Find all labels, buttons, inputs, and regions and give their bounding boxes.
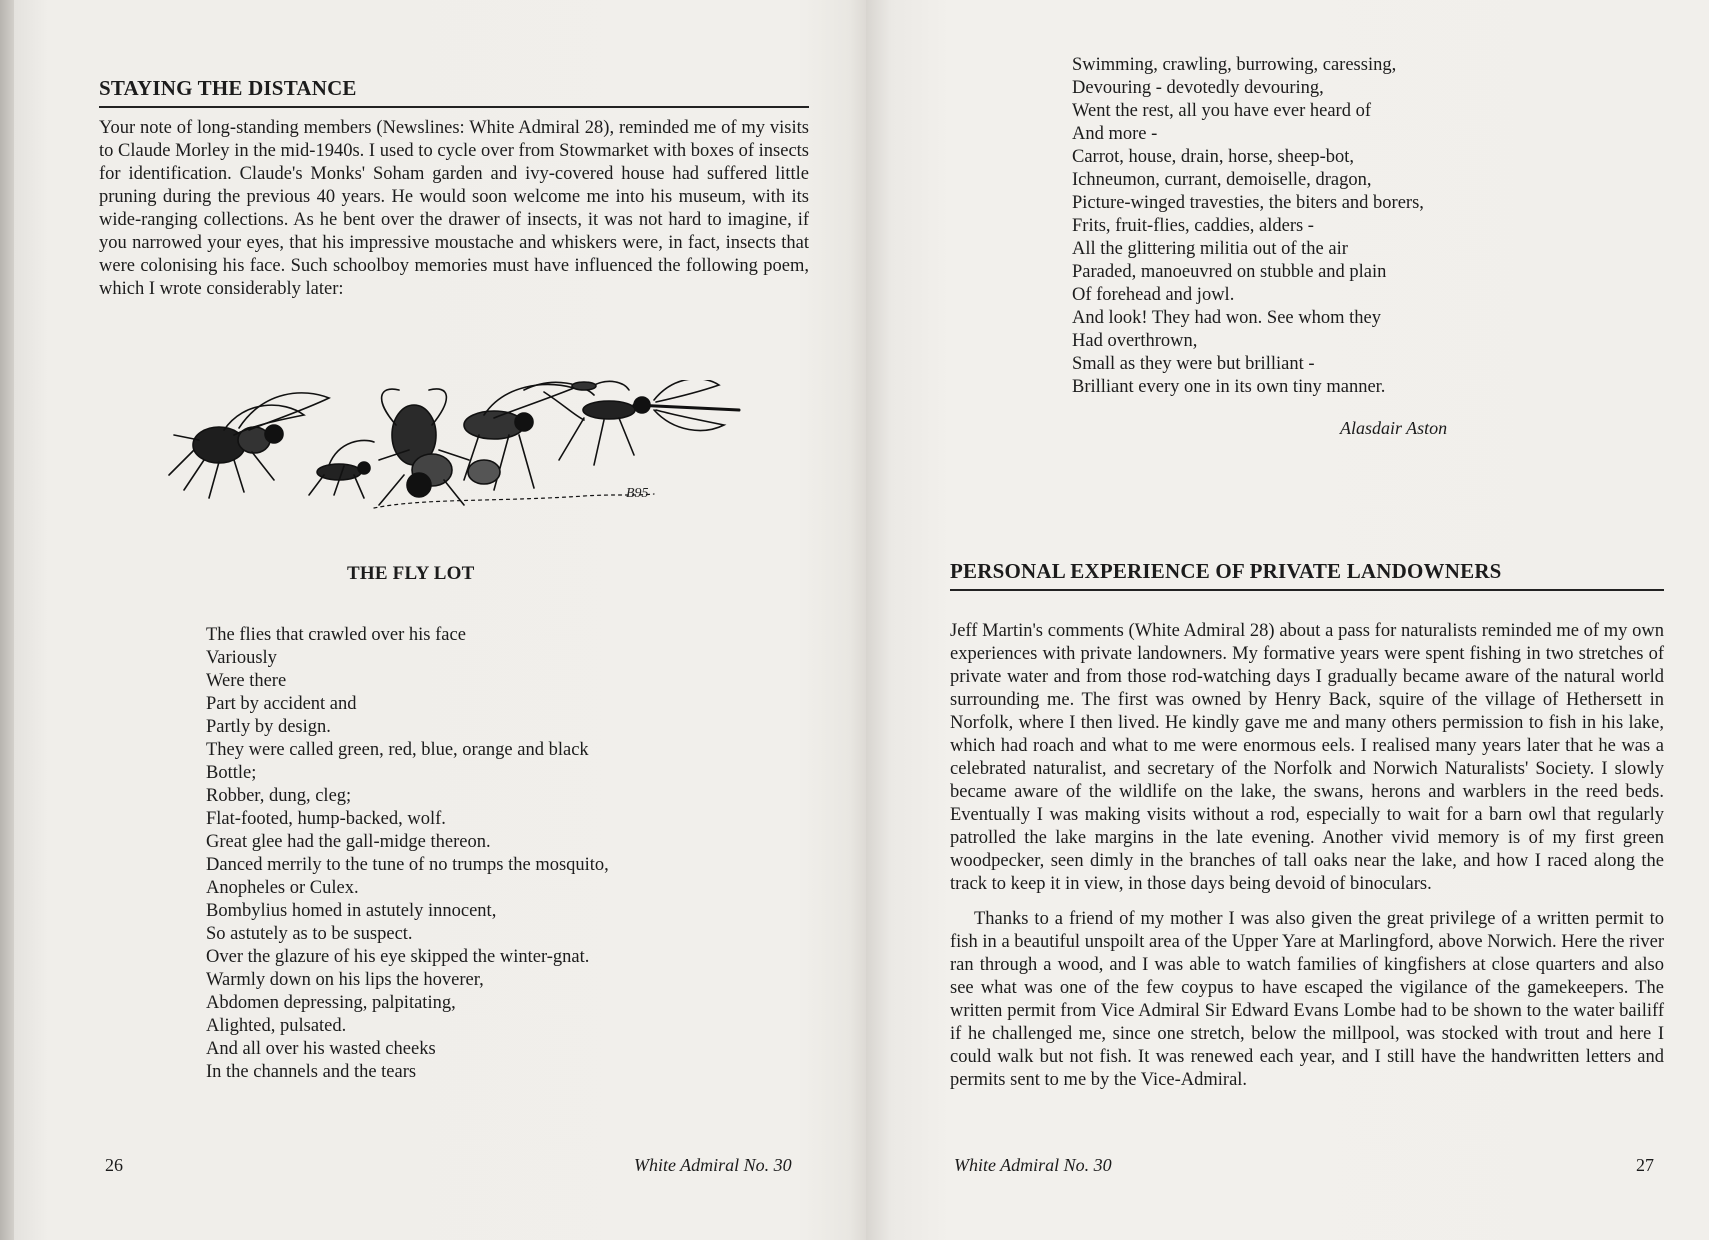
poem-line: The flies that crawled over his face <box>206 625 466 645</box>
poem-line: Carrot, house, drain, horse, sheep-bot, <box>1072 147 1355 167</box>
poem-stanza <box>206 624 806 1084</box>
poem-line: All the glittering militia out of the air <box>1072 239 1348 259</box>
left-page <box>14 0 866 1240</box>
poem-line: And look! They had won. See whom they <box>1072 308 1381 328</box>
poem-line: Bottle; <box>206 763 257 783</box>
poem-line: Great glee had the gall-midge thereon. <box>206 832 491 852</box>
publication-footer: White Admiral No. 30 <box>634 1155 792 1175</box>
publication-footer: White Admiral No. 30 <box>954 1155 1112 1175</box>
poem-title: THE FLY LOT <box>347 563 475 584</box>
heading-underline <box>950 589 1664 591</box>
poem-line: Robber, dung, cleg; <box>206 786 352 806</box>
flies-illustration <box>164 380 744 520</box>
poem-line: They were called green, red, blue, orange and black <box>206 740 589 760</box>
poem-line: And more - <box>1072 124 1158 144</box>
poem-line: Had overthrown, <box>1072 331 1198 351</box>
article-paragraph: Thanks to a friend of my mother I was also given the great privilege of a written permit to fish in a beautiful unspoilt area of the Upper Yare at Marlingford, above Norwich. Here the river ran through a wood, and I was able to watch families of kingfishers at close quarters and also see what was one of the few coypus to have escaped the vigilance of the gamekeepers. The written permit from Vice Admiral Sir Edward Evans Lombe had to be shown to the water bailiff if he challenged me, since one stretch, below the millpool, was stocked with trout and here I could walk but not fish. It was renewed each year, and I still have the handwritten letters and permits sent to me by the Vice-Admiral. <box>950 909 1664 1090</box>
poem-line: Ichneumon, currant, demoiselle, dragon, <box>1072 170 1372 190</box>
page-number: 26 <box>105 1155 123 1175</box>
poem-line: Were there <box>206 671 287 691</box>
article-heading: PERSONAL EXPERIENCE OF PRIVATE LANDOWNERS <box>950 559 1502 583</box>
poem-line: In the channels and the tears <box>206 1062 417 1082</box>
poem-line: Variously <box>206 648 277 668</box>
poem-line: Anopheles or Culex. <box>206 878 359 898</box>
artist-signature: B95 <box>626 486 649 501</box>
poem-line: Of forehead and jowl. <box>1072 285 1235 305</box>
fly-crane <box>524 382 635 465</box>
poem-line: Bombylius homed in astutely innocent, <box>206 901 497 921</box>
article-heading: STAYING THE DISTANCE <box>99 76 357 100</box>
poem-line: Brilliant every one in its own tiny manner. <box>1072 377 1386 397</box>
poem-line: Picture-winged travesties, the biters and borers, <box>1072 193 1424 213</box>
poem-continued <box>1072 54 1652 399</box>
poem-line: Small as they were but brilliant - <box>1072 354 1315 374</box>
poem-line: Partly by design. <box>206 717 331 737</box>
poem-line: Alighted, pulsated. <box>206 1016 347 1036</box>
poem-line: Swimming, crawling, burrowing, caressing, <box>1072 55 1397 75</box>
fly-small <box>309 440 374 498</box>
right-page <box>866 0 1709 1240</box>
fly-centre <box>379 389 469 505</box>
article-body <box>950 620 1664 1092</box>
poem-line: Devouring - devotedly devouring, <box>1072 78 1324 98</box>
poem-line: Warmly down on his lips the hoverer, <box>206 970 484 990</box>
poem-line: Went the rest, all you have ever heard of <box>1072 101 1372 121</box>
poem-line: Over the glazure of his eye skipped the winter-gnat. <box>206 947 590 967</box>
fly-left <box>169 393 329 498</box>
poem-line: Abdomen depressing, palpitating, <box>206 993 456 1013</box>
poem-line: Flat-footed, hump-backed, wolf. <box>206 809 446 829</box>
page-number: 27 <box>1636 1155 1654 1175</box>
article-paragraph: Jeff Martin's comments (White Admiral 28) about a pass for naturalists reminded me of my own experiences with private landowners. My formative years were spent fishing in two stretches of private water and from those rod-watching days I gradually became aware of the natural world surrounding me. The first was owned by Henry Back, squire of the village of Hethersett in Norfolk, where I then lived. He kindly gave me and many others permission to fish in his lake, which had roach and what to me were enormous eels. I realised many years later that he was a celebrated naturalist, and secretary of the Norfolk and Norwich Naturalists' Society. I slowly became aware of the wildlife on the lake, the swans, herons and warblers in the reed beds. Eventually I was making visits without a rod, especially to wait for a barn owl that regularly patrolled the lake margins in the late evening. Another vivid memory is of my first green woodpecker, seen dimly in the branches of tall oaks near the lake, and how I raced along the track to keep it in view, in those days being devoid of binoculars. <box>950 621 1664 894</box>
heading-underline <box>99 106 809 108</box>
article-body <box>99 117 809 301</box>
poem-line: Part by accident and <box>206 694 357 714</box>
poem-line: And all over his wasted cheeks <box>206 1039 436 1059</box>
poem-line: Danced merrily to the tune of no trumps the mosquito, <box>206 855 609 875</box>
poem-line: So astutely as to be suspect. <box>206 924 413 944</box>
poem-line: Paraded, manoeuvred on stubble and plain <box>1072 262 1387 282</box>
poem-line: Frits, fruit-flies, caddies, alders - <box>1072 216 1314 236</box>
flies-drawing <box>164 380 744 520</box>
poem-author: Alasdair Aston <box>1340 418 1448 438</box>
book-edge <box>0 0 14 1240</box>
article-paragraph: Your note of long-standing members (Newslines: White Admiral 28), reminded me of my visits to Claude Morley in the mid-1940s. I used to cycle over from Stowmarket with boxes of insects for identification. Claude's Monks' Soham garden and ivy-covered house had suffered little pruning during the previous 40 years. He would soon welcome me into his museum, with its wide-ranging collections. As he bent over the drawer of insects, it was not hard to imagine, if you narrowed your eyes, that his impressive moustache and whiskers were, in fact, insects that were colonising his face. Such schoolboy memories must have influenced the following poem, which I wrote considerably later: <box>99 118 809 299</box>
